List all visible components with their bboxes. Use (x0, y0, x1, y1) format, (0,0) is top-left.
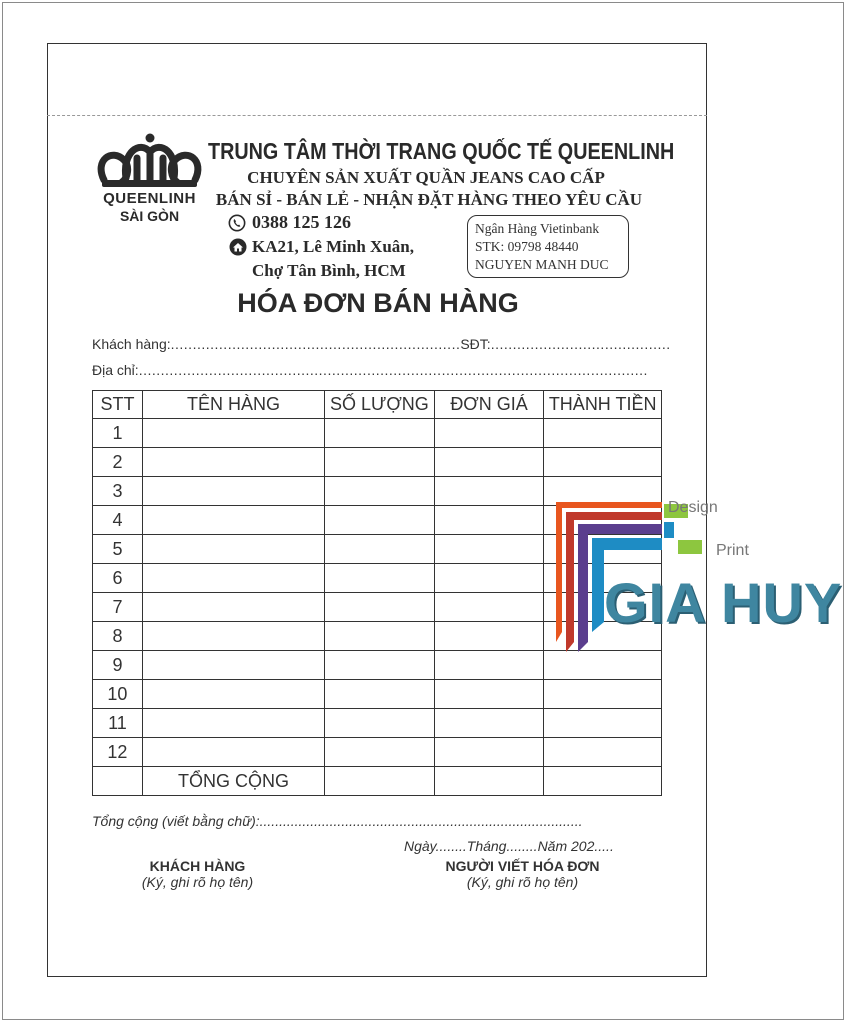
header-quantity: SỐ LƯỢNG (325, 391, 435, 419)
cell-quantity (325, 651, 435, 680)
company-name: TRUNG TÂM THỜI TRANG QUỐC TẾ QUEENLINH (208, 138, 675, 164)
customer-label: Khách hàng: (92, 336, 171, 352)
date-line: Ngày........Tháng........Năm 202..... (404, 838, 614, 854)
writer-signature-note: (Ký, ghi rõ họ tên) (466, 874, 579, 890)
bank-holder: NGUYEN MANH DUC (475, 257, 609, 272)
address-street: KA21, Lê Minh Xuân, (252, 237, 414, 256)
total-label: TỔNG CỘNG (142, 767, 324, 796)
header-stt: STT (93, 391, 143, 419)
bank-info-box (467, 215, 629, 278)
cell-quantity (325, 738, 435, 767)
cell-quantity (325, 419, 435, 448)
cell-stt: 12 (93, 738, 143, 767)
customer-dots: .................................................................. (170, 336, 461, 352)
cell-unit-price (434, 738, 544, 767)
cell-stt: 4 (93, 506, 143, 535)
logo-city: SÀI GÒN (119, 208, 180, 224)
total-quantity (325, 767, 435, 796)
customer-signature (120, 858, 275, 890)
cell-stt: 3 (93, 477, 143, 506)
cell-item-name (142, 419, 324, 448)
logo-name: QUEENLINH (103, 190, 196, 207)
cell-quantity (325, 535, 435, 564)
cell-unit-price (434, 419, 544, 448)
cell-amount (544, 419, 662, 448)
total-unit-price (434, 767, 544, 796)
cell-unit-price (434, 622, 544, 651)
cell-unit-price (434, 680, 544, 709)
invoice-title: HÓA ĐƠN BÁN HÀNG (237, 288, 519, 318)
bank-account: STK: 09798 48440 (475, 239, 579, 254)
cell-item-name (142, 593, 324, 622)
cell-stt: 6 (93, 564, 143, 593)
cell-stt: 2 (93, 448, 143, 477)
phone-icon (228, 214, 246, 232)
customer-line (92, 336, 671, 352)
cell-amount (544, 738, 662, 767)
address-line-2: Chợ Tân Bình, HCM (252, 261, 406, 280)
cell-stt: 11 (93, 709, 143, 738)
watermark-print: Print (716, 542, 749, 559)
cell-unit-price (434, 709, 544, 738)
cell-unit-price (434, 448, 544, 477)
table-row (93, 680, 662, 709)
address-line-1 (228, 237, 414, 257)
words-label: Tổng cộng (viết bằng chữ): (92, 813, 260, 829)
cell-quantity (325, 564, 435, 593)
phone-line (228, 212, 351, 233)
cell-quantity (325, 448, 435, 477)
customer-signature-title: KHÁCH HÀNG (149, 858, 246, 874)
bank-name: Ngân Hàng Vietinbank (475, 221, 600, 236)
cell-quantity (325, 709, 435, 738)
cell-item-name (142, 448, 324, 477)
writer-signature-title: NGƯỜI VIẾT HÓA ĐƠN (445, 858, 600, 874)
cell-stt: 7 (93, 593, 143, 622)
total-in-words-line (92, 813, 582, 829)
tagline-sales: BÁN SỈ - BÁN LẺ - NHẬN ĐẶT HÀNG THEO YÊU CẦU (215, 190, 643, 209)
cell-amount (544, 680, 662, 709)
table-header-row (93, 391, 662, 419)
cell-unit-price (434, 477, 544, 506)
home-icon (228, 238, 248, 256)
cell-quantity (325, 506, 435, 535)
phone-number: 0388 125 126 (252, 212, 351, 232)
cell-quantity (325, 622, 435, 651)
address-label: Địa chỉ: (92, 362, 139, 378)
total-row (93, 767, 662, 796)
cell-stt: 10 (93, 680, 143, 709)
phone-dots: ......................................... (490, 336, 671, 352)
header-amount: THÀNH TIỀN (544, 391, 662, 419)
address-dots: .................................................................................................................... (138, 362, 648, 378)
customer-signature-note: (Ký, ghi rõ họ tên) (141, 874, 254, 890)
cell-item-name (142, 564, 324, 593)
table-row (93, 738, 662, 767)
watermark-name: GIA HUY (604, 571, 843, 634)
cell-quantity (325, 593, 435, 622)
table-row (93, 419, 662, 448)
total-cell-empty (93, 767, 143, 796)
address-line (92, 362, 648, 378)
cell-item-name (142, 738, 324, 767)
cell-item-name (142, 622, 324, 651)
cell-unit-price (434, 564, 544, 593)
cell-unit-price (434, 593, 544, 622)
cell-quantity (325, 477, 435, 506)
cell-unit-price (434, 651, 544, 680)
total-amount (544, 767, 662, 796)
cell-amount (544, 709, 662, 738)
tagline-products: CHUYÊN SẢN XUẤT QUẦN JEANS CAO CẤP (247, 168, 605, 187)
cell-item-name (142, 651, 324, 680)
phone-label: SĐT: (460, 336, 491, 352)
cell-item-name (142, 477, 324, 506)
cell-item-name (142, 535, 324, 564)
words-dots: ................................................................................... (259, 813, 583, 829)
table-row (93, 709, 662, 738)
header-unit-price: ĐƠN GIÁ (434, 391, 544, 419)
cell-item-name (142, 506, 324, 535)
writer-signature (420, 858, 625, 890)
cell-item-name (142, 709, 324, 738)
watermark-design: Design (668, 499, 718, 516)
table-row (93, 448, 662, 477)
cell-amount (544, 448, 662, 477)
cell-stt: 9 (93, 651, 143, 680)
cell-stt: 5 (93, 535, 143, 564)
cell-unit-price (434, 506, 544, 535)
perforation-line (47, 115, 707, 116)
cell-item-name (142, 680, 324, 709)
header-item-name: TÊN HÀNG (142, 391, 324, 419)
cell-stt: 8 (93, 622, 143, 651)
cell-quantity (325, 680, 435, 709)
cell-stt: 1 (93, 419, 143, 448)
cell-unit-price (434, 535, 544, 564)
